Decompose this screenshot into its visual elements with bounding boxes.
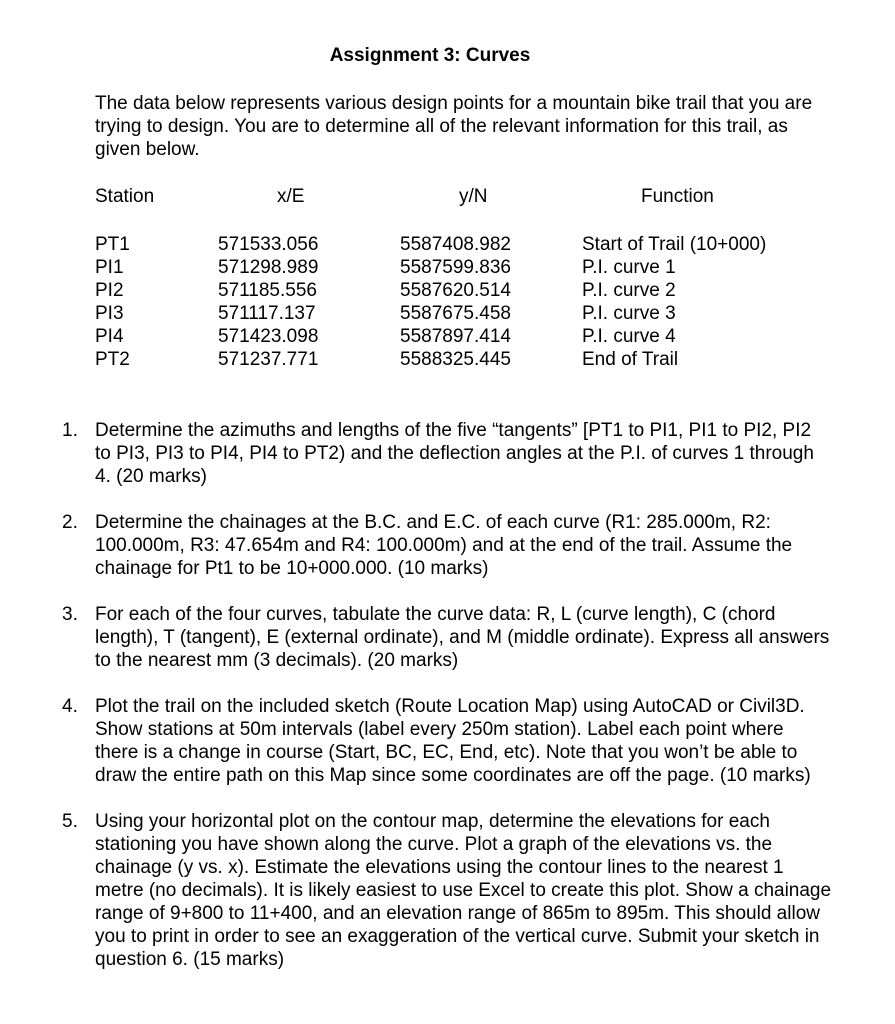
cell-x: 571117.137 — [218, 303, 316, 324]
question-number: 1. — [62, 420, 78, 441]
questions-list — [62, 419, 832, 994]
cell-function: End of Trail — [582, 349, 679, 370]
question-item — [62, 419, 832, 488]
table-row — [0, 279, 895, 302]
header-station: Station — [95, 186, 155, 207]
cell-x: 571423.098 — [218, 326, 319, 347]
table-header-row — [0, 186, 895, 209]
question-item — [62, 511, 832, 580]
header-function: Function — [641, 186, 714, 207]
cell-station: PI4 — [95, 326, 124, 347]
document-title: Assignment 3: Curves — [329, 45, 531, 66]
cell-x: 571237.771 — [218, 349, 319, 370]
cell-station: PI3 — [95, 303, 124, 324]
cell-function: P.I. curve 4 — [582, 326, 676, 347]
question-text: Determine the azimuths and lengths of the five “tangents” [PT1 to PI1, PI1 to PI2, PI2 to PI3, PI3 to PI4, PI4 to PT2) and the deflection angles at the P.I. of curves 1 through 4. (20 marks) — [95, 420, 814, 487]
cell-x: 571533.056 — [218, 234, 319, 255]
cell-y: 5588325.445 — [400, 349, 511, 370]
question-text: For each of the four curves, tabulate the curve data: R, L (curve length), C (chord length), T (tangent), E (external ordinate), and M (middle ordinate). Express all answers to the nearest mm (3 decimals). (20 marks) — [95, 604, 830, 671]
cell-y: 5587620.514 — [400, 280, 511, 301]
question-text: Plot the trail on the included sketch (Route Location Map) using AutoCAD or Civil3D. Show stations at 50m intervals (label every 250m station). Label each point where there is a change in course (Start, BC, EC, End, etc). Note that you won’t be able to draw the entire path on this Map since some coordinates are off the page. (10 marks) — [95, 696, 811, 786]
design-points-table — [0, 233, 895, 371]
cell-station: PT1 — [95, 234, 130, 255]
cell-x: 571185.556 — [218, 280, 317, 301]
table-row — [0, 302, 895, 325]
cell-y: 5587599.836 — [400, 257, 511, 278]
table-row — [0, 325, 895, 348]
cell-station: PI1 — [95, 257, 124, 278]
question-number: 4. — [62, 696, 78, 717]
table-row — [0, 256, 895, 279]
cell-function: P.I. curve 2 — [582, 280, 676, 301]
cell-y: 5587897.414 — [400, 326, 511, 347]
cell-function: Start of Trail (10+000) — [582, 234, 767, 255]
cell-function: P.I. curve 3 — [582, 303, 676, 324]
cell-station: PT2 — [95, 349, 130, 370]
intro-paragraph: The data below represents various design points for a mountain bike trail that you are trying to design. You are to determine all of the relevant information for this trail, as given below. — [95, 93, 813, 160]
question-text: Determine the chainages at the B.C. and E.C. of each curve (R1: 285.000m, R2: 100.000m, R3: 47.654m and R4: 100.000m) and at the end of the trail. Assume the chainage for Pt1 to be 10+000.000. (10 marks) — [95, 512, 793, 579]
cell-y: 5587675.458 — [400, 303, 511, 324]
cell-station: PI2 — [95, 280, 124, 301]
table-row — [0, 348, 895, 371]
question-item — [62, 695, 832, 787]
header-x-easting: x/E — [277, 186, 305, 207]
question-item — [62, 810, 832, 971]
table-row — [0, 233, 895, 256]
question-number: 5. — [62, 811, 78, 832]
question-number: 3. — [62, 604, 78, 625]
question-text: Using your horizontal plot on the contour map, determine the elevations for each stationing you have shown along the curve. Plot a graph of the elevations vs. the chainage (y vs. x). Estimate the elevations using the contour lines to the nearest 1 metre (no decimals). It is likely easiest to use Excel to create this plot. Show a chainage range of 9+800 to 11+400, and an elevation range of 865m to 895m. This should allow you to print in order to see an exaggeration of the vertical curve. Submit your sketch in question 6. (15 marks) — [95, 811, 832, 970]
question-number: 2. — [62, 512, 78, 533]
header-y-northing: y/N — [459, 186, 488, 207]
cell-function: P.I. curve 1 — [582, 257, 676, 278]
cell-x: 571298.989 — [218, 257, 319, 278]
question-item — [62, 603, 832, 672]
cell-y: 5587408.982 — [400, 234, 511, 255]
